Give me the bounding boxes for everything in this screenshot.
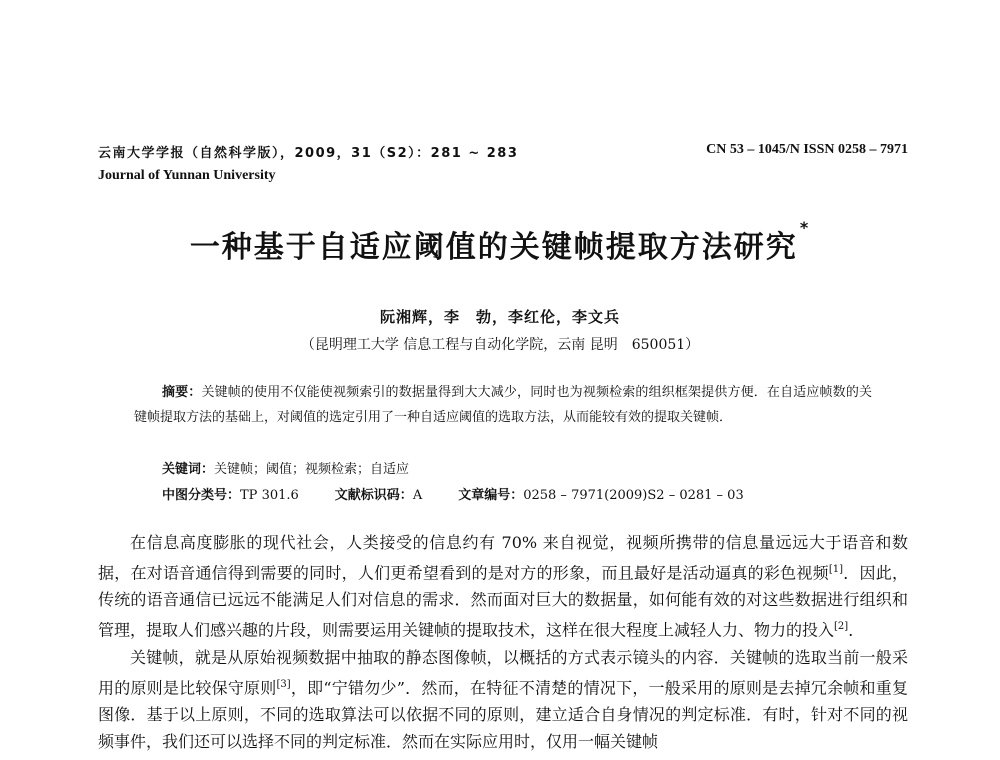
classification-line [162, 484, 744, 503]
title-footnote-mark: * [799, 218, 811, 237]
body-p1-text-c: ． [848, 620, 865, 640]
journal-header-en: Journal of Yunnan University [98, 168, 276, 183]
body-p1-text-a: 在信息高度膨胀的现代社会，人类接受的信息约有 70% 来自视觉，视频所携带的信息量远远大于语音和数据，在对语音通信得到需要的同时，人们更希望看到的是对方的形象，而且最好是活动逼真的彩色视频 [98, 533, 908, 583]
keywords [162, 458, 409, 477]
keywords-text: 关键帧；阈值；视频检索；自适应 [214, 462, 410, 477]
body-text [98, 529, 908, 755]
journal-issn: CN 53 – 1045/N ISSN 0258 – 7971 [706, 142, 908, 157]
abstract-label: 摘要： [162, 385, 202, 400]
abstract [134, 380, 872, 430]
article-no-value: 0258 – 7971(2009)S2 – 0281 – 03 [523, 488, 744, 503]
doc-code-label: 文献标识码： [334, 488, 413, 503]
citation-1[interactable]: [1] [828, 564, 844, 575]
paper-title [0, 218, 1000, 266]
abstract-text: 关键帧的使用不仅能使视频索引的数据量得到大大减少，同时也为视频检索的组织框架提供方便．在自适应帧数的关键帧提取方法的基础上，对阈值的选定引用了一种自适应阈值的选取方法，从而能较有效的提取关键帧． [134, 385, 872, 425]
keywords-label: 关键词： [162, 462, 215, 477]
body-p2-text-a: 关键帧，就是从原始视频数据中抽取的静态图像帧，以概括的方式表示镜头的内容．关键帧的选取当前一般采用的原则是比较保守原则 [98, 647, 908, 697]
citation-2[interactable]: [2] [834, 621, 849, 633]
doc-code-value: A [412, 488, 423, 503]
body-p2-text-b: ，即“宁错勿少”．然而，在特征不清楚的情况下，一般采用的原则是去掉冗余帧和重复图像．基于以上原则，不同的选取算法可以依据不同的原则，建立适合自身情况的判定标准．有时，针对不同的视频事件，我们还可以选择不同的判定标准．然而在实际应用时，仅用一幅关键帧 [98, 677, 908, 751]
journal-header-cn: 云南大学学报（自然科学版），2009，31（S2）：281 ~ 283 [98, 146, 519, 161]
body-p1-text-b: ．因此，传统的语音通信已远远不能满足人们对信息的需求．然而面对巨大的数据量，如何能有效的对这些数据进行组织和管理，提取人们感兴趣的片段，则需要运用关键帧的提取技术，这样在很大程度上减轻人力、物力的投入 [98, 563, 908, 640]
citation-3[interactable]: [3] [276, 678, 291, 690]
author-affiliation: （昆明理工大学 信息工程与自动化学院，云南 昆明 650051） [300, 337, 700, 353]
article-no-label: 文章编号： [458, 488, 524, 503]
clc-label: 中图分类号： [162, 488, 241, 503]
paper-title-text: 一种基于自适应阈值的关键帧提取方法研究 [189, 230, 798, 265]
body-paragraph-1 [98, 529, 908, 644]
clc-value: TP 301.6 [240, 488, 299, 503]
paper-authors: 阮湘辉，李 勃，李红伦，李文兵 [379, 308, 620, 326]
body-paragraph-2 [98, 644, 908, 755]
